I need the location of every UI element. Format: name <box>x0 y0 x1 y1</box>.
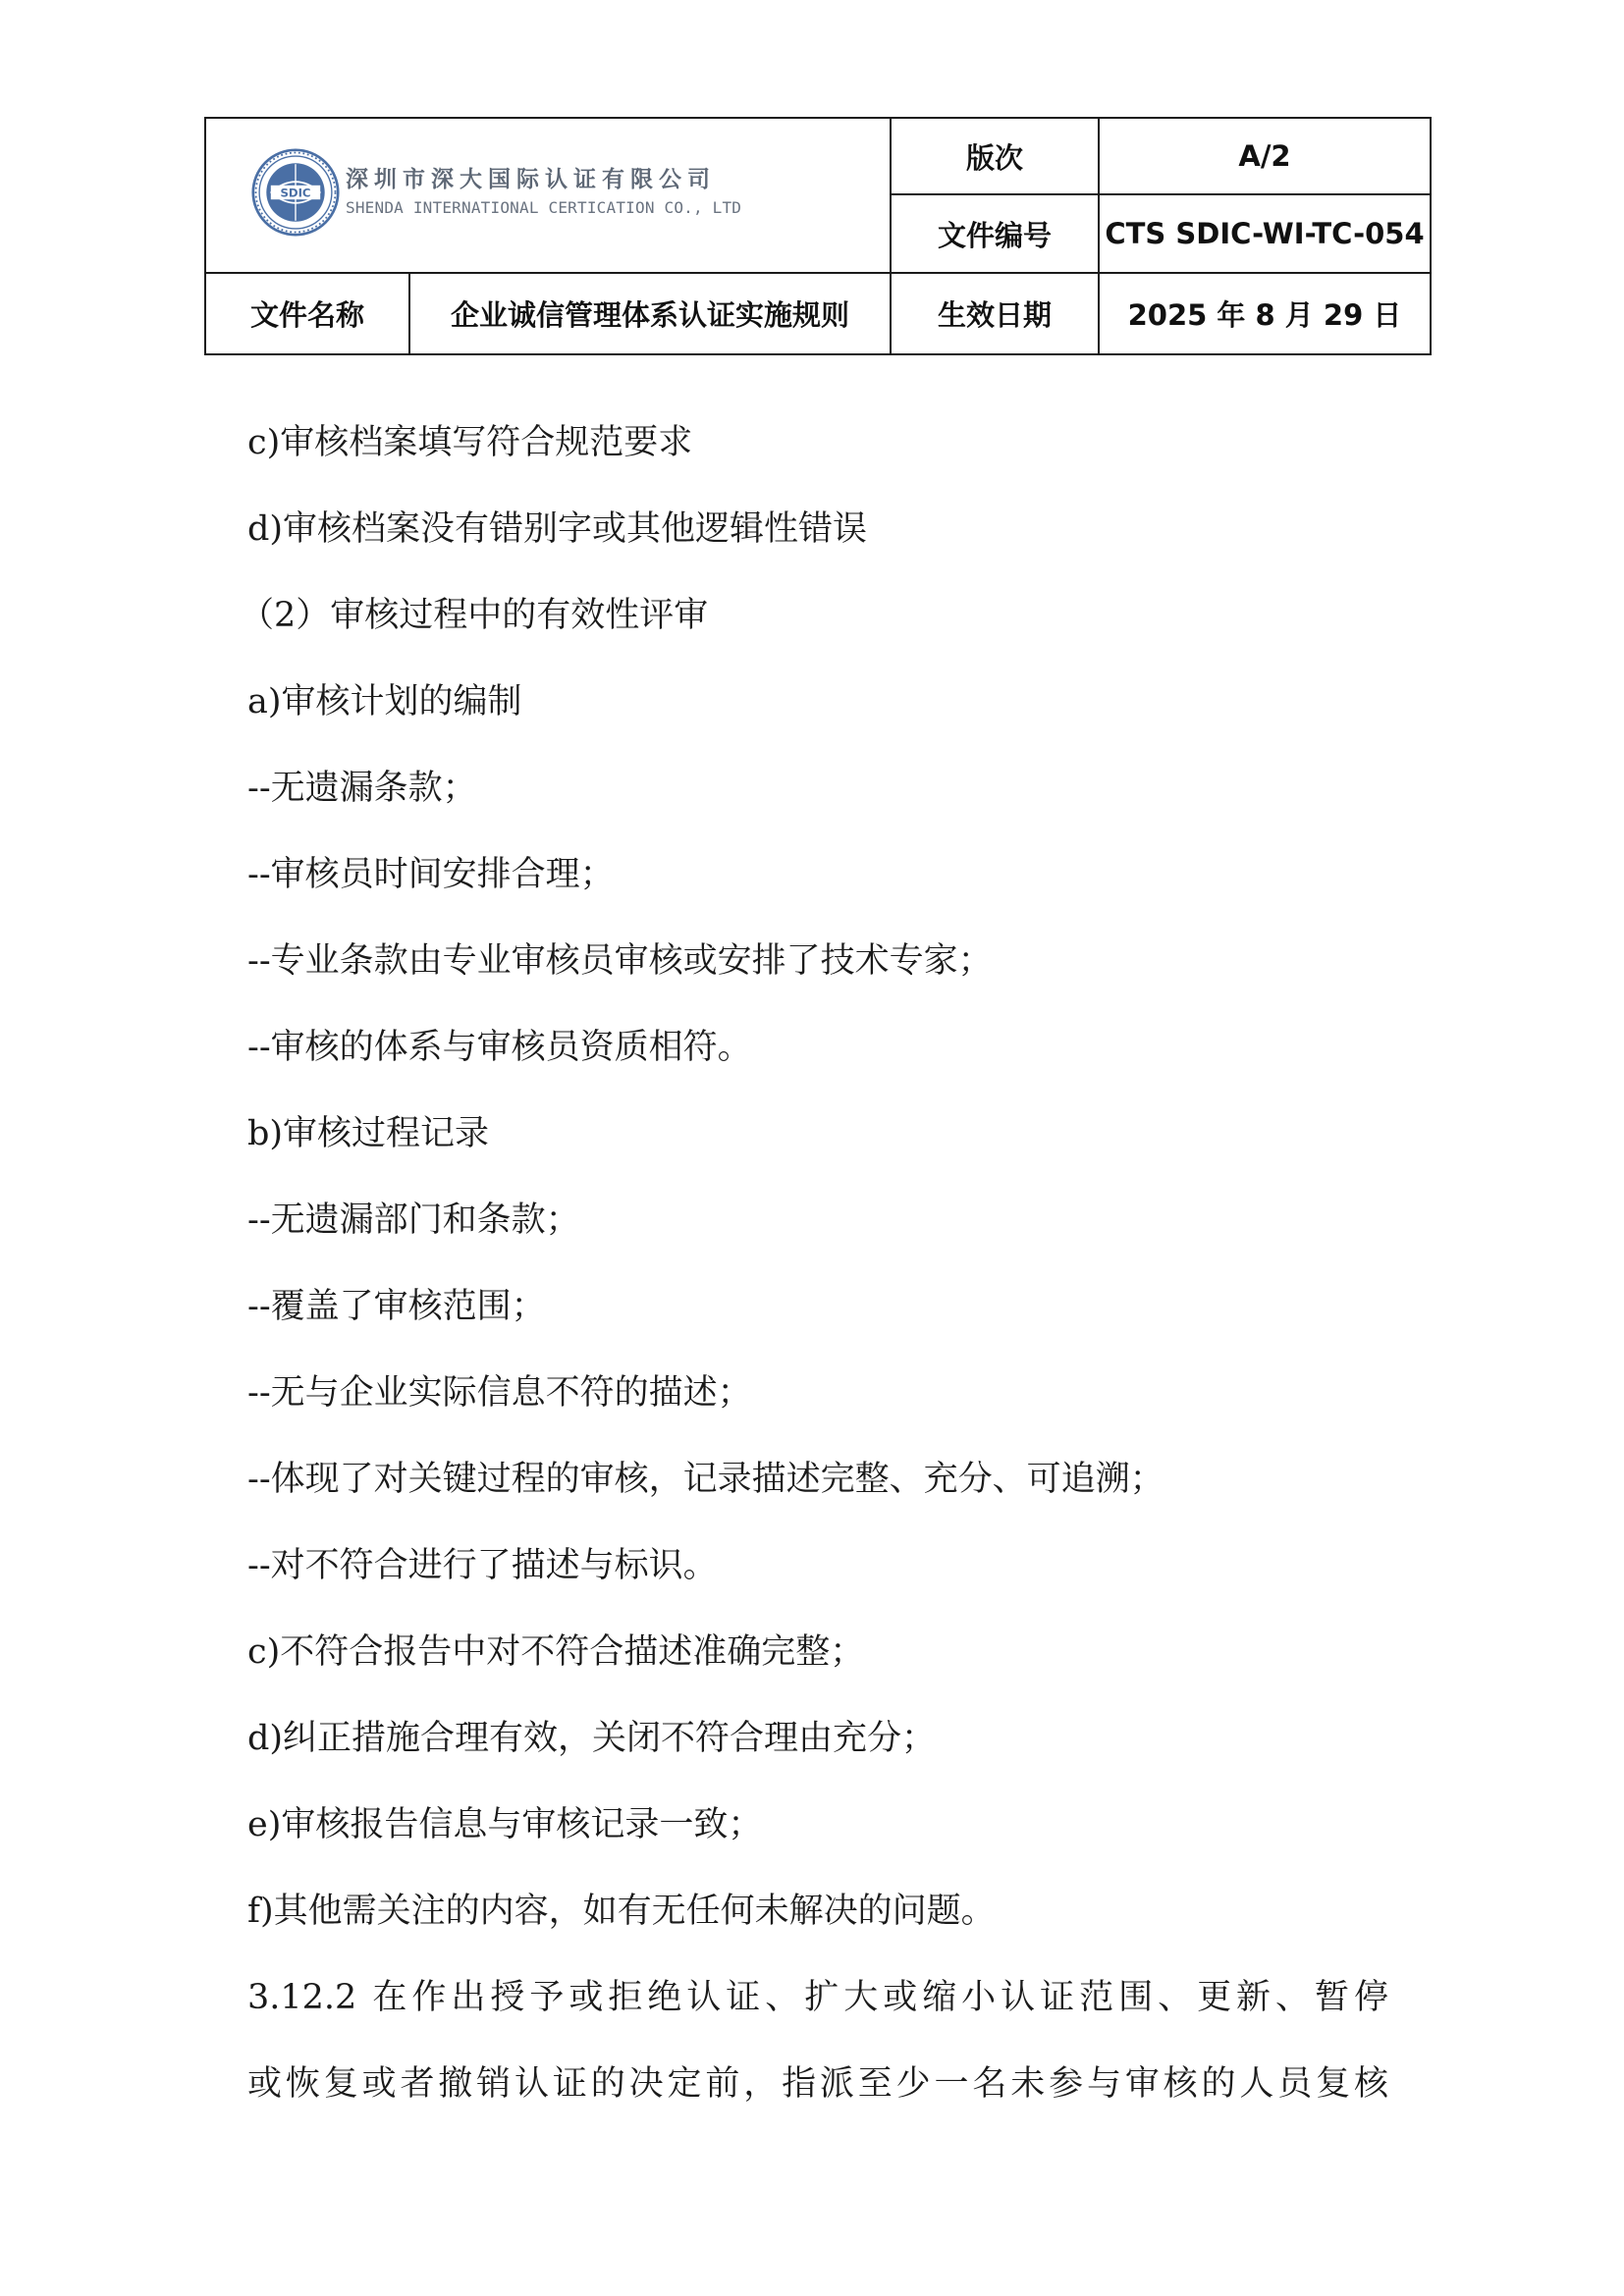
effective-date-label: 生效日期 <box>891 273 1099 354</box>
body-line: （2）审核过程中的有效性评审 <box>240 596 709 635</box>
effective-date-value: 2025 年 8 月 29 日 <box>1099 273 1431 354</box>
document-body <box>240 400 1396 2127</box>
document-header-table <box>204 117 1432 355</box>
doc-number-label: 文件编号 <box>891 194 1099 273</box>
company-logo-cell <box>205 118 891 273</box>
body-line: f)其他需关注的内容，如有无任何未解决的问题。 <box>247 1892 996 1931</box>
doc-name-label: 文件名称 <box>206 274 409 353</box>
doc-name-cell <box>205 273 891 354</box>
version-value: A/2 <box>1099 118 1431 194</box>
body-line: d)纠正措施合理有效，关闭不符合理由充分； <box>247 1719 937 1758</box>
body-line: --审核的体系与审核员资质相符。 <box>247 1028 752 1067</box>
doc-name-subtable <box>206 274 890 353</box>
body-line: --对不符合进行了描述与标识。 <box>247 1546 718 1585</box>
body-line: --无与企业实际信息不符的描述； <box>247 1373 752 1413</box>
body-line: e)审核报告信息与审核记录一致； <box>247 1805 763 1844</box>
body-line: --覆盖了审核范围； <box>247 1287 546 1326</box>
body-line: b)审核过程记录 <box>247 1114 490 1153</box>
body-line: a)审核计划的编制 <box>247 682 522 721</box>
body-line: 3.12.2 在作出授予或拒绝认证、扩大或缩小认证范围、更新、暂停 <box>247 1978 1388 2017</box>
body-line: --无遗漏部门和条款； <box>247 1201 580 1240</box>
doc-name-value: 企业诚信管理体系认证实施规则 <box>450 298 849 332</box>
body-line: --审核员时间安排合理； <box>247 855 615 894</box>
body-line: c)审核档案填写符合规范要求 <box>247 423 693 462</box>
body-line: --专业条款由专业审核员审核或安排了技术专家； <box>247 941 993 981</box>
company-name-en: SHENDA INTERNATIONAL CERTICATION CO., LTD <box>346 198 742 217</box>
version-label: 版次 <box>891 118 1099 194</box>
doc-number-value: CTS SDIC-WI-TC-054 <box>1099 194 1431 273</box>
company-name-cn: 深圳市深大国际认证有限公司 <box>346 167 716 192</box>
company-logo <box>251 148 741 237</box>
body-line: --体现了对关键过程的审核，记录描述完整、充分、可追溯； <box>247 1460 1164 1499</box>
body-line: d)审核档案没有错别字或其他逻辑性错误 <box>247 509 868 549</box>
body-line: 或恢复或者撤销认证的决定前，指派至少一名未参与审核的人员复核 <box>247 2064 1388 2104</box>
svg-text:SDIC: SDIC <box>280 186 311 200</box>
body-line: --无遗漏条款； <box>247 769 477 808</box>
body-line: c)不符合报告中对不符合描述准确完整； <box>247 1632 865 1672</box>
company-seal-icon <box>251 148 340 237</box>
